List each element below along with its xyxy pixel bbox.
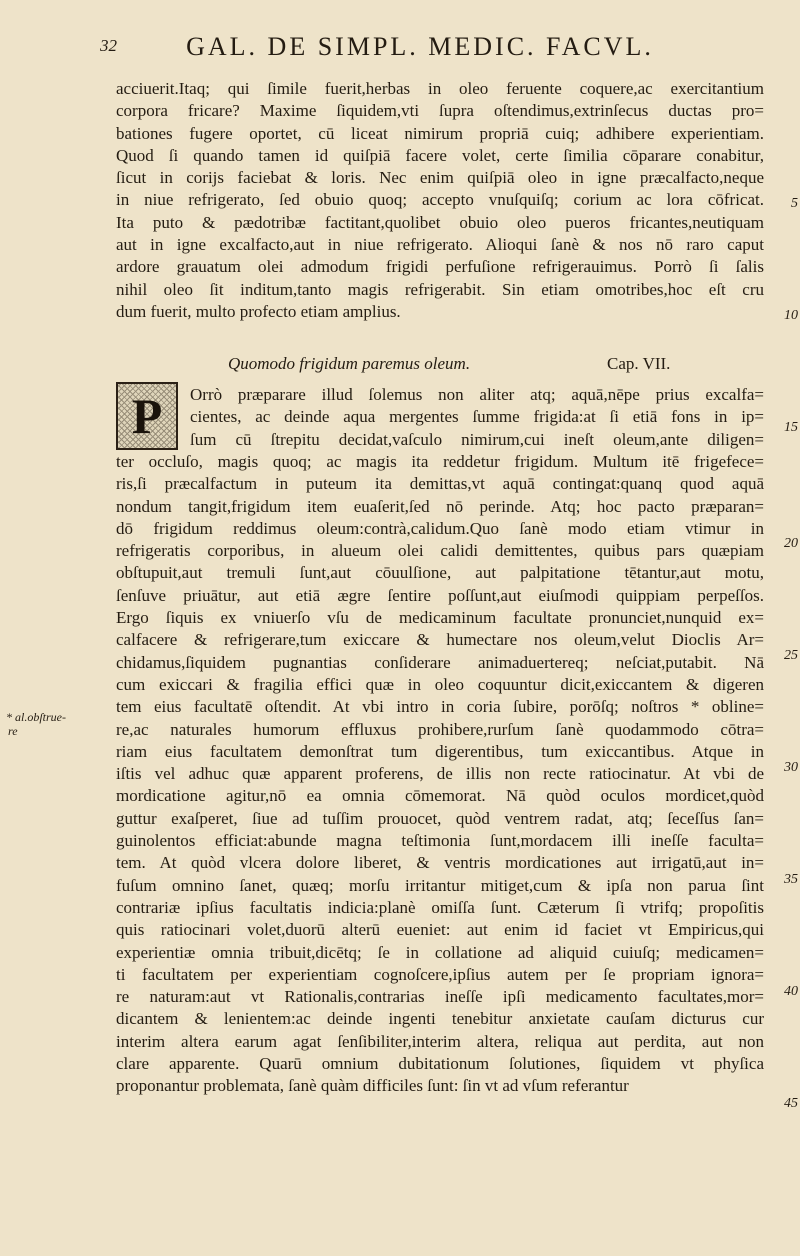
text-line: ti facultatem per experientiam cognoſcere,ipſius autem per ſe propriam ignora=	[116, 964, 764, 984]
text-line: chidamus,ſiquidem pugnantias conſiderare animaduertereq; neſciat,putabit. Nā	[116, 652, 764, 672]
text-line: in niue refrigerato, ſed obuio quoq; accepto vnuſquiſq; corium ac lora cōfricat.	[116, 190, 764, 210]
text-line: ſenſuve priuātur, aut etiā ægre ſentire poſſunt,aut eiuſmodi quippiam perpeſſos.	[116, 585, 764, 605]
chapter-heading	[116, 354, 764, 378]
text-line: cum exiccari & fragilia effici quæ in oleo coquuntur dicit,exiccantem & digeren	[116, 674, 764, 694]
text-line: dō frigidum reddimus oleum:contrà,calidum.Quo ſanè modo etiam vtimur in	[116, 518, 764, 538]
text-line: corpora fricare? Maxime ſiquidem,vti ſupra oſtendimus,extrinſecus ductas pro=	[116, 101, 764, 121]
line-number: 30	[784, 760, 798, 775]
text-line: experientiæ omnia tribuit,dicētq; ſe in collatione ad aliquid cuiuſq; medicamen=	[116, 942, 764, 962]
line-number: 15	[784, 420, 798, 435]
text-line: tem eius facultatē oſtendit. At vbi intro in coria ſubire, porōſq; noſtros * obline=	[116, 697, 764, 717]
text-line: re,ac naturales humorum effluxus prohibere,rurſum ſanè quodammodo cōtra=	[116, 719, 764, 739]
paragraph-2-opening	[116, 384, 764, 451]
running-title: GAL. DE SIMPL. MEDIC. FACVL.	[186, 32, 654, 61]
text-line: nondum tangit,frigidum item euaſerit,ſed nō perinde. Atq; hoc pacto præparan=	[116, 496, 764, 516]
margin-note: * al.obſtrue- re	[6, 710, 66, 738]
line-number: 40	[784, 984, 798, 999]
text-line: ter occluſo, magis quoq; ac magis ita reddetur frigidum. Multum itē frigefece=	[116, 452, 764, 471]
text-line: ris,ſi præcalfactum in puteum ita demittas,vt aquā contingat:quanq quod aquā	[116, 474, 764, 494]
paragraph-2	[116, 451, 764, 1098]
text-line: refrigeratis corporibus, in alueum olei calidi demittentes, quibus pars quæpiam	[116, 541, 764, 561]
text-line: fuſum omnino ſanet, quæq; morſu irritantur mitiget,cum & ipſa non parua ſint	[116, 875, 764, 895]
text-line: bationes fugere oportet, cū liceat nimirum propriā cuiq; adhibere experientiam.	[116, 123, 764, 143]
line-number: 25	[784, 648, 798, 663]
text-line: dum fuerit, multo profecto etiam amplius.	[116, 301, 401, 321]
text-line: calfacere & refrigerare,tum exiccare & humectare nos oleum,velut Dioclis Ar=	[116, 630, 764, 650]
text-line: ſum cū ſtrepitu decidat,vaſculo nimirum,cui ineſt oleum,ante diligen=	[190, 429, 764, 449]
initial-letter: P	[118, 384, 176, 448]
text-line: ardore grauatum olei admodum frigidi perfuſione refrigerauimus. Porrò ſi ſalis	[116, 257, 764, 277]
line-number: 35	[784, 872, 798, 887]
text-line: cientes, ac deinde aqua mergentes ſumme frigida:at ſi etiā fons in ip=	[190, 407, 764, 427]
line-number: 5	[791, 196, 798, 211]
text-line: iſtis vel adhuc quæ apparent proferens, de illis non recte ratiocinatur. At vbi de	[116, 764, 764, 784]
text-line: guttur exaſperet, ſiue ad tuſſim prouocet, quòd ventrem radat, atq; ſeceſſus ſan=	[116, 808, 764, 828]
text-line: re naturam:aut vt Rationalis,contrarias ineſſe ipſi medicamento facultates,mor=	[116, 987, 764, 1007]
text-line: aut in igne excalfacto,aut in niue refrigerato. Alioqui ſanè & nos nō raro caput	[116, 235, 764, 255]
text-line: Ergo ſiquis ex vniuerſo vſu de medicaminum facultate pronunciet,nunquid ex=	[116, 608, 764, 628]
text-line: interim altera earum agat ſenſibiliter,interim altera, reliqua aut perdita, aut non	[116, 1031, 764, 1051]
text-line: Quod ſi quando tamen id quiſpiā facere volet, certe ſimilia cōparare conabitur,	[116, 145, 764, 165]
text-line: clare apparente. Quarū omnium dubitationum ſolutiones, ſiquidem vt phyſica	[116, 1054, 764, 1074]
chapter-title: Quomodo frigidum paremus oleum.	[228, 354, 471, 373]
text-line: proponantur problemata, ſanè quàm difficiles ſunt: ſin vt ad vſum referantur	[116, 1076, 629, 1096]
text-line: ſicut in corijs faciebat & loris. Nec enim quiſpiā oleo in igne præcalfacto,neque	[116, 168, 764, 188]
chapter-number: Cap. VII.	[607, 354, 671, 373]
text-line: contrariæ ipſius facultatis indicia:planè omiſſa ſunt. Cæterum ſi vtrifq; propoſitis	[116, 897, 764, 917]
text-line: nihil oleo ſit inditum,tanto magis refrigerabit. Sin etiam omotribes,hoc eſt cru	[116, 279, 764, 299]
text-line: guinolentos efficiat:abunde magna teſtimonia ſunt,mordacem illi ineſſe faculta=	[116, 831, 764, 851]
line-number: 10	[784, 308, 798, 323]
page-header	[100, 32, 740, 62]
text-line: tem. At quòd vlcera dolore liberet, & ventris mordicationes aut irrigatū,aut in=	[116, 853, 764, 873]
text-line: mordicatione agitur,nō ea omnia cōmemorat. Nā quòd oculos mordicet,quòd	[116, 786, 764, 806]
text-line: riam eius facultatem demonſtrat tum digerentibus, tum exiccantibus. Atque in	[116, 741, 764, 761]
line-number: 20	[784, 536, 798, 551]
text-line: quis ratiocinari volet,duorū alterū eueniet: aut enim id faciet vt Empiricus,qui	[116, 920, 764, 940]
text-line: dicantem & lenientem:ac deinde ingenti tenebitur anxietate cauſam dicturus cur	[116, 1009, 764, 1029]
page-number: 32	[100, 36, 117, 55]
text-line: acciuerit.Itaq; qui ſimile fuerit,herbas in oleo feruente coquere,ac exercitantium	[116, 79, 764, 98]
text-line: obſtupuit,aut tremuli ſunt,aut cōuulſione, aut palpitatione tētantur,aut motu,	[116, 563, 764, 583]
paragraph-1	[116, 78, 764, 323]
text-line: Ita puto & pædotribæ factitant,quolibet obuio oleo pueros fricantes,neutiquam	[116, 212, 764, 232]
line-number: 45	[784, 1096, 798, 1111]
text-line: Orrò præparare illud ſolemus non aliter atq; aquā,nēpe prius excalfa=	[190, 385, 764, 404]
